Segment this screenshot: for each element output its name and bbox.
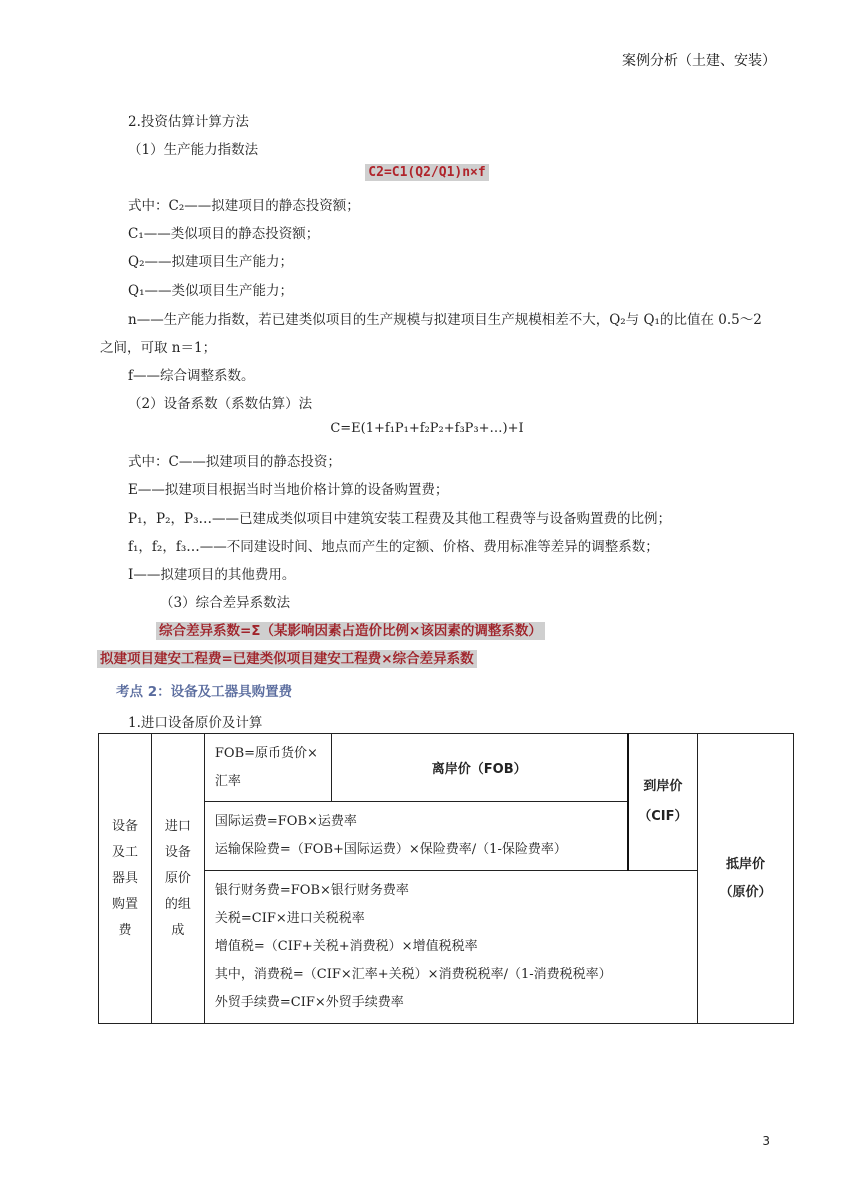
- method1-q1: Q₁——类似项目生产能力；: [128, 283, 293, 299]
- freight-formula: 国际运费=FOB×运费率: [214, 814, 357, 829]
- fob-formula-cell: [204, 734, 331, 802]
- consumption-tax-formula: 其中，消费税=（CIF×汇率+关税）×消费税税率/（1-消费税税率）: [214, 967, 612, 982]
- method2-title: （2）设备系数（系数估算）法: [128, 396, 313, 412]
- taxes-cell: [204, 871, 697, 1024]
- method1-q2: Q₂——拟建项目生产能力；: [128, 254, 293, 270]
- landed-cell: [698, 734, 794, 1024]
- method1-title: （1）生产能力指数法: [128, 142, 259, 158]
- col1-label-cell: [99, 734, 152, 1024]
- vat-formula: 增值税=（CIF+关税+消费税）×增值税税率: [214, 939, 478, 954]
- cif-cell: [628, 734, 698, 871]
- method3-formula1: 综合差异系数=Σ（某影响因素占造价比例×该因素的调整系数）: [156, 622, 545, 640]
- method3-title: （3）综合差异系数法: [160, 595, 291, 611]
- cif-label-b: （CIF）: [638, 809, 688, 824]
- freight-cell: [204, 802, 627, 871]
- method3-formula2: 拟建项目建安工程费=已建类似项目建安工程费×综合差异系数: [97, 650, 477, 668]
- trade-fee-formula: 外贸手续费=CIF×外贸手续费率: [214, 995, 404, 1010]
- import-equipment-table: [98, 733, 794, 1024]
- fob-label: 离岸价（FOB）: [331, 734, 627, 802]
- page-number: 3: [762, 1134, 770, 1148]
- col2-label: 进口设备原价的组成: [164, 818, 191, 938]
- method2-p: P₁，P₂，P₃…——已建成类似项目中建筑安装工程费及其他工程费等与设备购置费的比例；: [128, 511, 671, 527]
- method2-c: 式中：C——拟建项目的静态投资；: [128, 454, 341, 470]
- method2-e: E——拟建项目根据当时当地价格计算的设备购置费；: [128, 482, 449, 498]
- method1-n-a: n——生产能力指数，若已建类似项目的生产规模与拟建项目生产规模相差不大，Q₂与 Q₁的比值在 0.5～2: [128, 312, 762, 328]
- method3-formula1-wrap: [156, 619, 545, 639]
- method1-formula-wrap: [0, 164, 854, 181]
- method3-formula2-wrap: [97, 647, 477, 667]
- method2-f: f₁，f₂，f₃…——不同建设时间、地点而产生的定额、价格、费用标准等差异的调整系数；: [128, 539, 659, 555]
- landed-label-b: （原价）: [719, 884, 772, 900]
- col2-label-cell: [151, 734, 204, 1024]
- method1-c1: C₁——类似项目的静态投资额；: [128, 226, 320, 242]
- method2-formula: C=E(1+f₁P₁+f₂P₂+f₃P₃+…)+I: [330, 421, 524, 436]
- method1-formula: C2=C1(Q2/Q1)n×f: [365, 164, 488, 181]
- fob-formula-b: 汇率: [214, 773, 241, 789]
- running-header: 案例分析（土建、安装）: [622, 53, 776, 69]
- method1-f: f——综合调整系数。: [128, 368, 255, 384]
- insurance-formula: 运输保险费=（FOB+国际运费）×保险费率/（1-保险费率）: [214, 842, 567, 857]
- fob-formula-a: FOB=原币货价×: [214, 745, 318, 761]
- cif-label-a: 到岸价: [643, 779, 683, 794]
- tariff-formula: 关税=CIF×进口关税税率: [214, 911, 365, 926]
- method2-i: I——拟建项目的其他费用。: [128, 567, 296, 583]
- subsection-title: 1.进口设备原价及计算: [128, 715, 263, 731]
- landed-label-a: 抵岸价: [726, 856, 766, 872]
- method1-c2: 式中：C₂——拟建项目的静态投资额；: [128, 198, 360, 214]
- section-title: 2.投资估算计算方法: [128, 114, 249, 130]
- topic2-heading: 考点 2：设备及工器具购置费: [116, 684, 293, 700]
- method1-n-b: 之间，可取 n＝1；: [100, 340, 217, 356]
- bank-fee-formula: 银行财务费=FOB×银行财务费率: [214, 883, 409, 898]
- col1-label: 设备及工器具购置费: [111, 818, 138, 938]
